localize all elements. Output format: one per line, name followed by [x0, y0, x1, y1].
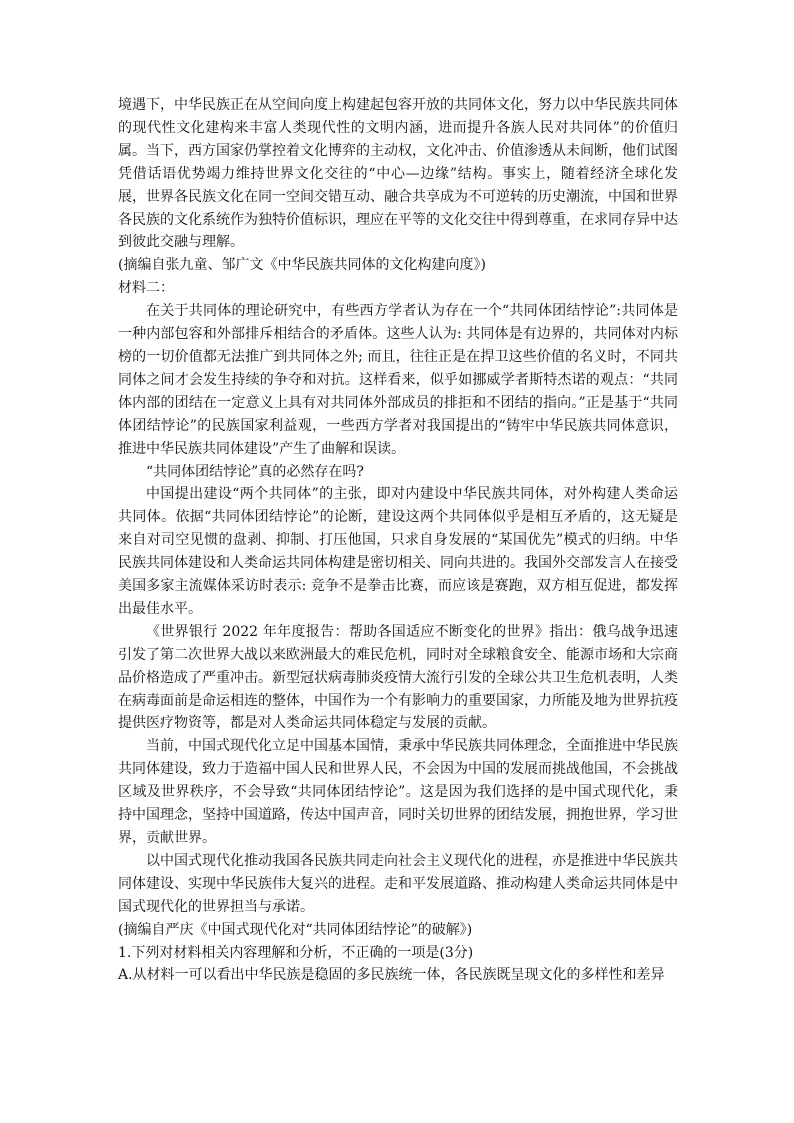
material1-source: (摘编自张九童、邹广文《中华民族共同体的文化构建向度》) [118, 257, 486, 274]
material2-paragraph-1: 在关于共同体的理论研究中，有些西方学者认为存在一个“共同体团结悖论”:共同体是一种内部包容和外部排斥相结合的矛盾体。这些人认为: 共同体是有边界的，共同体对内标榜的一切价值都无法推广到共同体之外; 而且，往往正是在捍卫这些价值的名义时，不同共同体之间才会发生持续的争夺和对抗。这样看来，似乎如挪威学者斯特杰诺的观点：“共同体内部的团结在一定意义上具有对共同体外部成员的排拒和不团结的指向。”正是基于“共同体团结悖论”的民族国家利益观，一些西方学者对我国提出的“铸牢中华民族共同体意识，推进中华民族共同体建设”产生了曲解和误读。 [118, 303, 678, 457]
question-1-option-a: A.从材料一可以看出中华民族是稳固的多民族统一体，各民族既呈现文化的多样性和差异 [118, 967, 665, 984]
question-1: 1.下列对材料相关内容理解和分析，不正确的一项是(3分) [118, 944, 474, 961]
document-page [118, 94, 678, 987]
material2-paragraph-6: 以中国式现代化推动我国各民族共同走向社会主义现代化的进程，亦是推进中华民族共同体建设、实现中华民族伟大复兴的进程。走和平发展道路、推动构建人类命运共同体是中国式现代化的世界担当与承诺。 [118, 852, 678, 915]
material2-paragraph-4: 《世界银行 2022 年年度报告：帮助各国适应不断变化的世界》指出：俄乌战争迅速引发了第二次世界大战以来欧洲最大的难民危机，同时对全球粮食安全、能源市场和大宗商品价格造成了严重冲击。新型冠状病毒肺炎疫情大流行引发的全球公共卫生危机表明，人类在病毒面前是命运相连的整体，中国作为一个有影响力的重要国家，力所能及地为世界抗疫提供医疗物资等，都是对人类命运共同体稳定与发展的贡献。 [118, 623, 678, 732]
material2-paragraph-2: “共同体团结悖论”真的必然存在吗? [146, 463, 364, 480]
material2-paragraph-5: 当前，中国式现代化立足中国基本国情，秉承中华民族共同体理念，全面推进中华民族共同体建设，致力于造福中国人民和世界人民，不会因为中国的发展而挑战他国，不会挑战区域及世界秩序，不会导致“共同体团结悖论”。这是因为我们选择的是中国式现代化，秉持中国理念，坚持中国道路，传达中国声音，同时关切世界的团结发展，拥抱世界，学习世界，贡献世界。 [118, 738, 678, 846]
material2-label: 材料二： [118, 280, 174, 297]
material2-source: (摘编自严庆《中国式现代化对“共同体团结悖论”的破解》) [118, 921, 473, 938]
material1-paragraph: 境遇下，中华民族正在从空间向度上构建起包容开放的共同体文化，努力以中华民族共同体的现代性文化建构来丰富人类现代性的文明内涵，进而提升各族人民对共同体”的价值归属。当下，西方国家仍掌控着文化博弈的主动权，文化冲击、价值渗透从未间断，他们试图凭借话语优势竭力维持世界文化交往的“中心—边缘”结构。事实上，随着经济全球化发展，世界各民族文化在同一空间交错互动、融合共享成为不可逆转的历史潮流，中国和世界各民族的文化系统作为独特价值标识，理应在平等的文化交往中得到尊重，在求同存异中达到彼此交融与理解。 [118, 97, 678, 251]
material2-paragraph-3: 中国提出建设“两个共同体”的主张，即对内建设中华民族共同体，对外构建人类命运共同体。依据“共同体团结悖论”的论断，建设这两个共同体似乎是相互矛盾的，这无疑是来自对司空见惯的盘剥、抑制、打压他国，只求自身发展的“某国优先”模式的归纳。中华民族共同体建设和人类命运共同体构建是密切相关、同向共进的。我国外交部发言人在接受美国多家主流媒体采访时表示: 竞争不是拳击比赛，而应该是赛跑，双方相互促进，都发挥出最佳水平。 [118, 486, 678, 617]
